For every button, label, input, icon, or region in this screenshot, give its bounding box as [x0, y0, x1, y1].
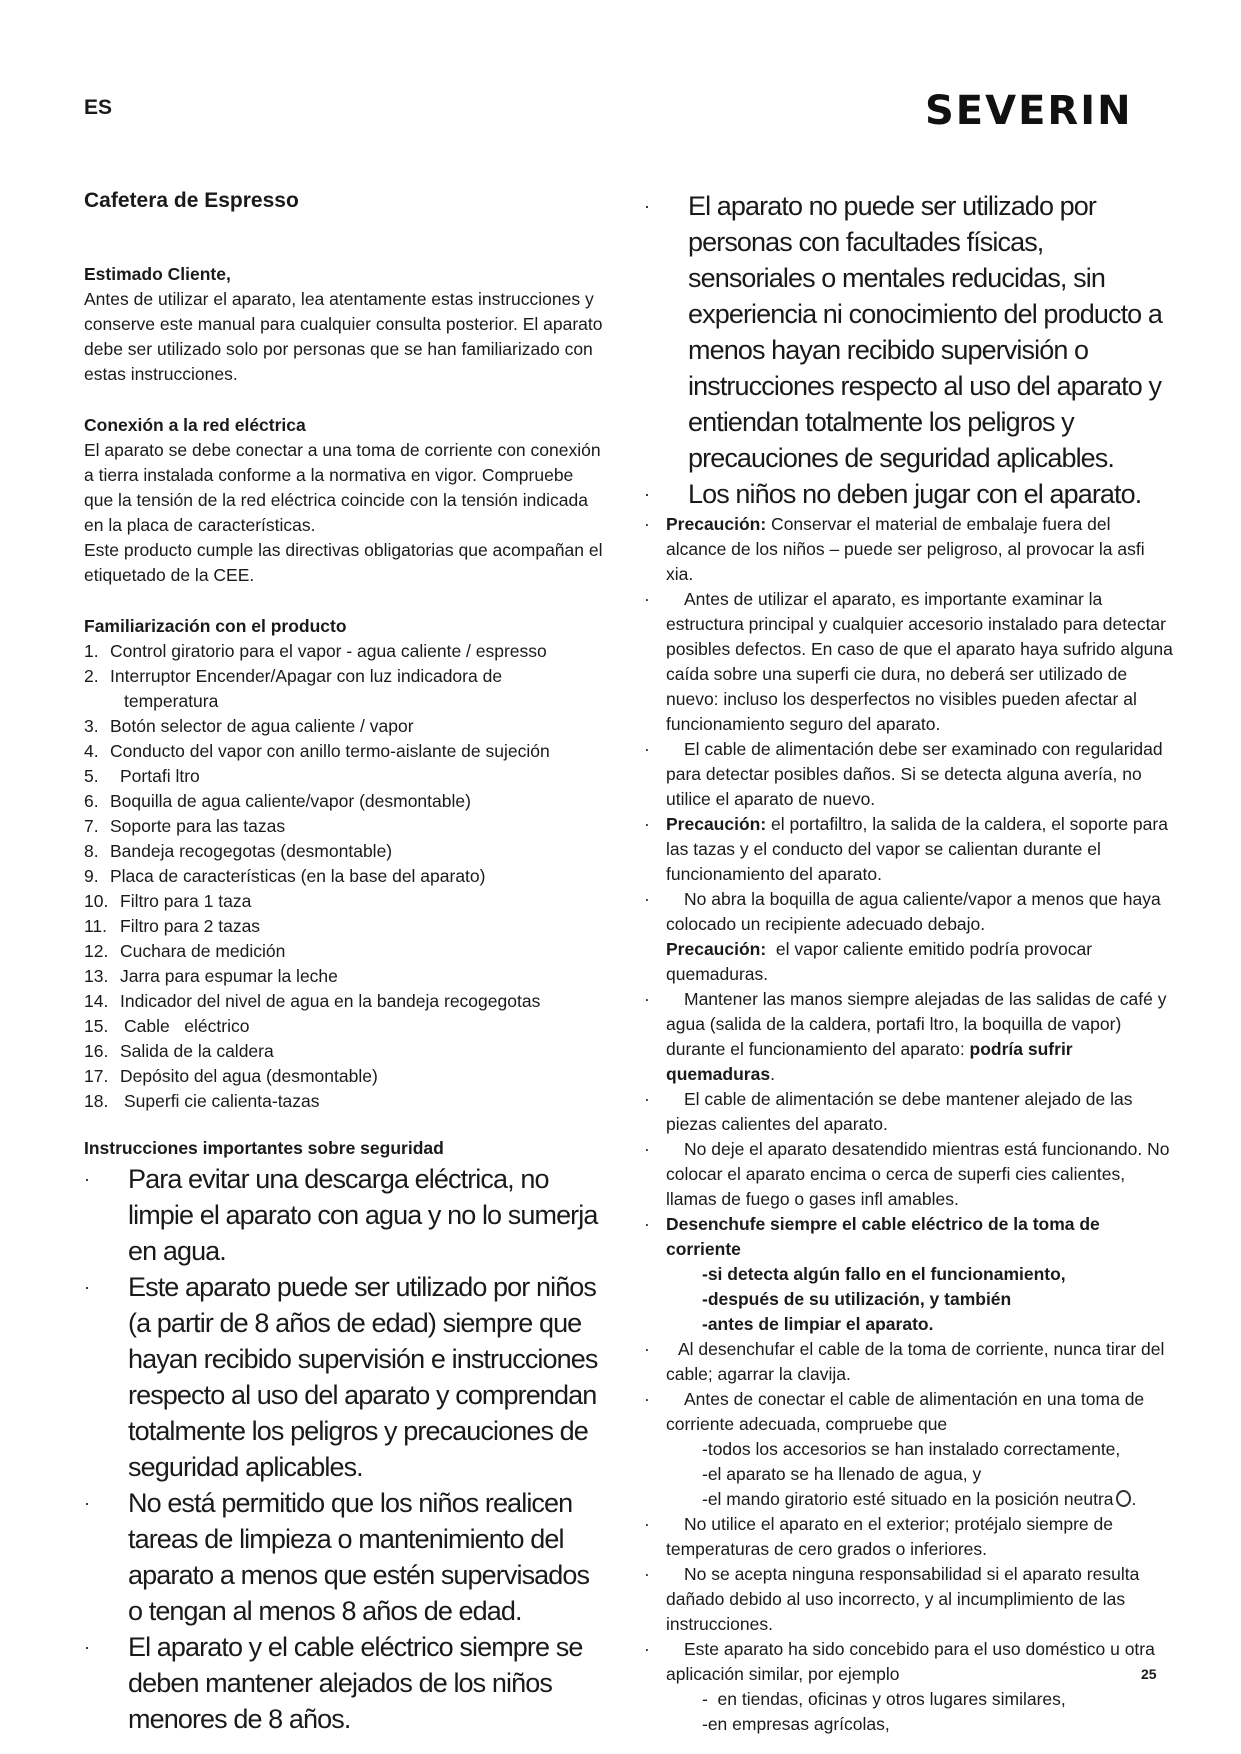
safety-heading: Instrucciones importantes sobre seguridad: [84, 1138, 444, 1158]
greeting-text: Antes de utilizar el aparato, lea atentamente estas instrucciones y conserve este manual para cualquier consulta posterior. El aparato debe ser utilizado solo por personas que se han familiarizado con estas instrucciones.: [84, 289, 603, 384]
list-item: · Precaución: el portafiltro, la salida de la caldera, el soporte para las tazas y el conducto del vapor se calientan durante el funcionamiento del aparato.: [644, 814, 1168, 884]
list-item: · El cable de alimentación se debe mantener alejado de las piezas calientes del aparato.: [644, 1089, 1133, 1134]
bullet: ·: [84, 1493, 90, 1513]
list-item: 18. Superfi cie calienta-tazas: [84, 1091, 320, 1111]
list-item: · Al desenchufar el cable de la toma de corriente, nunca tirar del cable; agarrar la clavija.: [644, 1339, 1165, 1384]
list-item: 1. Control giratorio para el vapor - agua caliente / espresso: [84, 641, 547, 661]
list-item: 13. Jarra para espumar la leche: [84, 966, 338, 986]
greeting-heading: Estimado Cliente,: [84, 264, 231, 284]
list-item: · Precaución: Conservar el material de embalaje fuera del alcance de los niños – puede ser peligroso, al provocar la asfi xia.: [644, 514, 1145, 584]
brand-logo: SEVERIN: [925, 88, 1133, 134]
list-item: 16. Salida de la caldera: [84, 1041, 274, 1061]
list-item: 2. Interruptor Encender/Apagar con luz indicadora de temperatura: [84, 666, 503, 711]
list-item: 5. Portafi ltro: [84, 766, 200, 786]
list-item: · Antes de utilizar el aparato, es importante examinar la estructura principal y cualquier accesorio instalado para detectar posibles defectos. En caso de que el aparato haya sufrido alguna caída sobre una superfi cie dura, no deberá ser utilizado de nuevo: incluso los desperfectos no visibles pueden afectar al funcionamiento seguro del aparato.: [644, 589, 1173, 734]
list-item: 9. Placa de características (en la base del aparato): [84, 866, 486, 886]
list-item: · El aparato no puede ser utilizado por personas con facultades físicas, sensoriales o mentales reducidas, sin experiencia ni conocimiento del producto a menos hayan recibido supervisión o instrucciones respecto al uso del aparato y entiendan totalmente los peligros y precauciones de seguridad aplicables.: [644, 188, 1174, 476]
list-item: 3. Botón selector de agua caliente / vapor: [84, 716, 414, 736]
safety-list: [84, 1161, 604, 1737]
list-item: 14. Indicador del nivel de agua en la bandeja recogegotas: [84, 991, 541, 1011]
list-item: · Antes de conectar el cable de alimentación en una toma de corriente adecuada, compruebe que -todos los accesorios se han instalado correctamente, -el aparato se ha llenado de agua, y -el mando giratorio esté situado en la posición neutra .: [644, 1389, 1145, 1509]
list-item: 12. Cuchara de medición: [84, 941, 286, 961]
list-item: 4. Conducto del vapor con anillo termo-aislante de sujeción: [84, 741, 550, 761]
list-item: · Desenchufe siempre el cable eléctrico de la toma de corriente -si detecta algún fallo en el funcionamiento, -después de su utilización, y también -antes de limpiar el aparato.: [644, 1214, 1100, 1334]
language-code: ES: [84, 96, 113, 119]
bullet: ·: [644, 484, 650, 504]
list-item: · El cable de alimentación debe ser examinado con regularidad para detectar posibles daños. Si se detecta alguna avería, no utilice el aparato de nuevo.: [644, 739, 1163, 809]
safety-list-small: [644, 512, 1174, 1737]
list-item: · No deje el aparato desatendido mientras está funcionando. No colocar el aparato encima o cerca de superfi cies calientes, llamas de fuego o gases infl amables.: [644, 1139, 1170, 1209]
list-item: · Mantener las manos siempre alejadas de las salidas de café y agua (salida de la caldera, portafi ltro, la boquilla de vapor) durante el funcionamiento del aparato: podría sufrir quemaduras.: [644, 989, 1167, 1084]
list-item: 17. Depósito del agua (desmontable): [84, 1066, 378, 1086]
document-title: Cafetera de Espresso: [84, 189, 299, 212]
list-item: 11. Filtro para 2 tazas: [84, 916, 261, 936]
right-column: [644, 188, 1174, 1737]
list-item: · Este aparato ha sido concebido para el uso doméstico u otra aplicación similar, por ejemplo - en tiendas, oficinas y otros lugares similares, -en empresas agrícolas,: [644, 1639, 1155, 1734]
neutral-position-icon: [1116, 1490, 1131, 1507]
familiarization-heading: Familiarización con el producto: [84, 616, 347, 636]
connection-text: El aparato se debe conectar a una toma de corriente con conexión a tierra instalada conforme a la normativa en vigor. Compruebe que la tensión de la red eléctrica coincide con la tensión indicada en la placa de características.: [84, 440, 601, 535]
list-item: · No utilice el aparato en el exterior; protéjalo siempre de temperaturas de cero grados o inferiores.: [644, 1514, 1113, 1559]
list-item: 10. Filtro para 1 taza: [84, 891, 252, 911]
list-item: 7. Soporte para las tazas: [84, 816, 286, 836]
safety-list-continued: [644, 188, 1174, 512]
connection-text-2: Este producto cumple las directivas obligatorias que acompañan el etiquetado de la CEE.: [84, 540, 603, 585]
bullet: ·: [84, 1169, 90, 1189]
list-item: · No está permitido que los niños realicen tareas de limpieza o mantenimiento del aparato a menos que estén supervisados o tengan al menos 8 años de edad.: [84, 1485, 604, 1629]
bullet: ·: [644, 196, 650, 216]
connection-heading: Conexión a la red eléctrica: [84, 415, 306, 435]
list-item: · Los niños no deben jugar con el aparato.: [644, 476, 1174, 512]
list-item: 8. Bandeja recogegotas (desmontable): [84, 841, 393, 861]
page-number: 25: [1141, 1666, 1157, 1682]
bullet: ·: [84, 1637, 90, 1657]
left-column: [84, 188, 604, 1737]
list-item: · No abra la boquilla de agua caliente/vapor a menos que haya colocado un recipiente adecuado debajo. Precaución: el vapor caliente emitido podría provocar quemaduras.: [644, 889, 1161, 984]
bullet: ·: [84, 1277, 90, 1297]
list-item: · Para evitar una descarga eléctrica, no limpie el aparato con agua y no lo sumerja en agua.: [84, 1161, 604, 1269]
list-item: · El aparato y el cable eléctrico siempre se deben mantener alejados de los niños menores de 8 años.: [84, 1629, 604, 1737]
list-item: · No se acepta ninguna responsabilidad si el aparato resulta dañado debido al uso incorrecto, y al incumplimiento de las instrucciones.: [644, 1564, 1140, 1634]
list-item: 15. Cable eléctrico: [84, 1016, 250, 1036]
list-item: 6. Boquilla de agua caliente/vapor (desmontable): [84, 791, 471, 811]
parts-list: [84, 639, 604, 1114]
list-item: · Este aparato puede ser utilizado por niños (a partir de 8 años de edad) siempre que hayan recibido supervisión e instrucciones respecto al uso del aparato y comprendan totalmente los peligros y precauciones de seguridad aplicables.: [84, 1269, 604, 1485]
